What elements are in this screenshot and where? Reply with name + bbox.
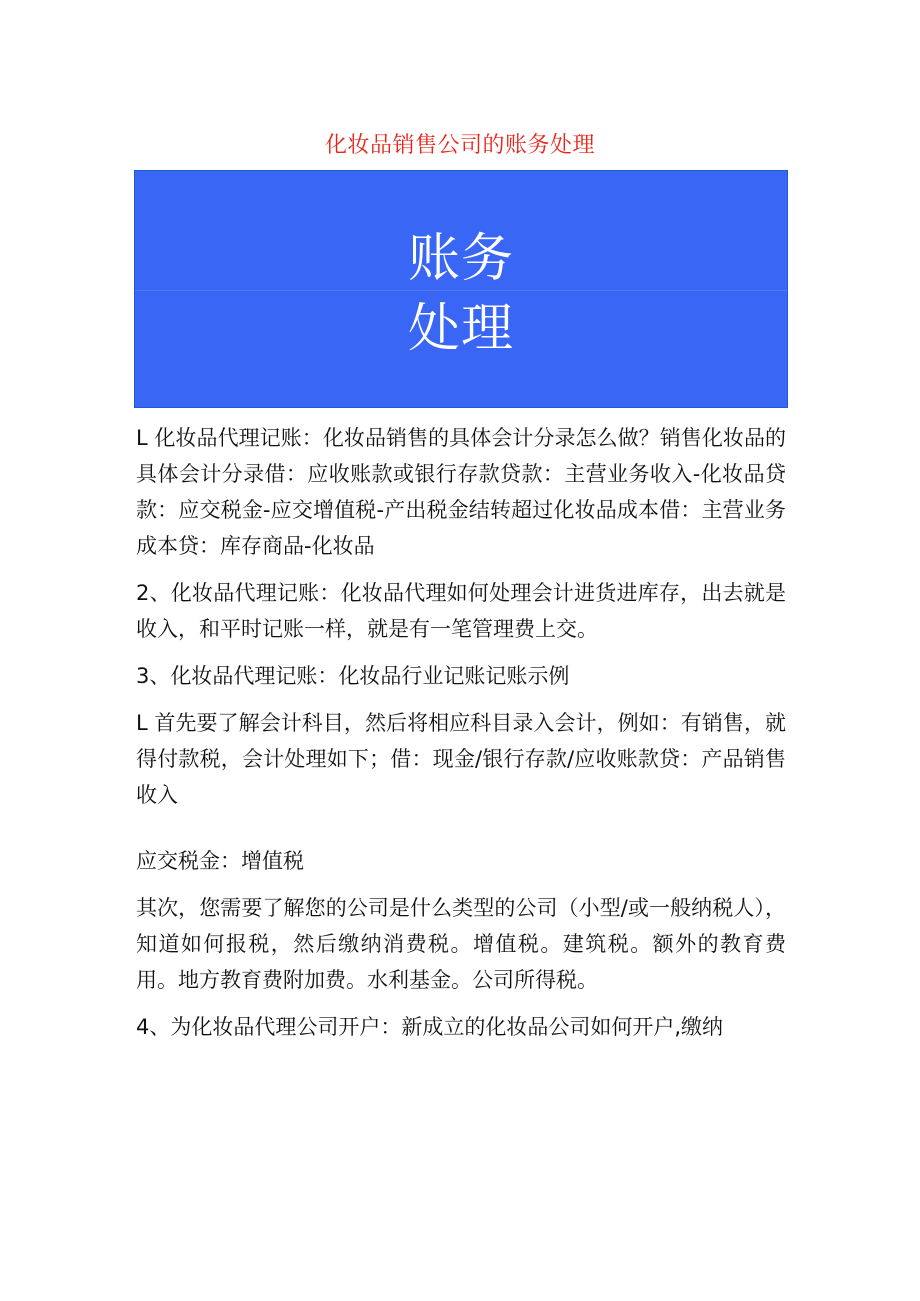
paragraph-5: 应交税金：增值税 xyxy=(136,849,304,873)
banner-divider xyxy=(135,290,787,291)
paragraph-7: 4、为化妆品代理公司开户：新成立的化妆品公司如何开户,缴纳 xyxy=(136,1015,724,1039)
banner-line-2: 处理 xyxy=(407,299,514,359)
document-title: 化妆品销售公司的账务处理 xyxy=(324,133,595,158)
paragraph-3: 3、化妆品代理记账：化妆品行业记账记账示例 xyxy=(136,664,570,688)
paragraph-4: L 首先要了解会计科目，然后将相应科目录入会计，例如：有销售，就得付款税，会计处理如下；借：现金/银行存款/应收账款贷：产品销售收入 xyxy=(136,711,786,807)
document-body xyxy=(136,420,786,1056)
paragraph-1: L 化妆品代理记账：化妆品销售的具体会计分录怎么做？销售化妆品的具体会计分录借：应收账款或银行存款贷款：主营业务收入-化妆品贷款：应交税金-应交增值税-产出税金结转超过化妆品成本借：主营业务成本贷：库存商品-化妆品 xyxy=(136,426,786,558)
banner-line-1: 账务 xyxy=(407,229,514,289)
title-banner xyxy=(134,170,788,408)
paragraph-6: 其次，您需要了解您的公司是什么类型的公司（小型/或一般纳税人），知道如何报税，然后缴纳消费税。增值税。建筑税。额外的教育费用。地方教育费附加费。水利基金。公司所得税。 xyxy=(136,896,786,992)
paragraph-2: 2、化妆品代理记账：化妆品代理如何处理会计进货进库存，出去就是收入，和平时记账一样，就是有一笔管理费上交。 xyxy=(136,581,786,641)
